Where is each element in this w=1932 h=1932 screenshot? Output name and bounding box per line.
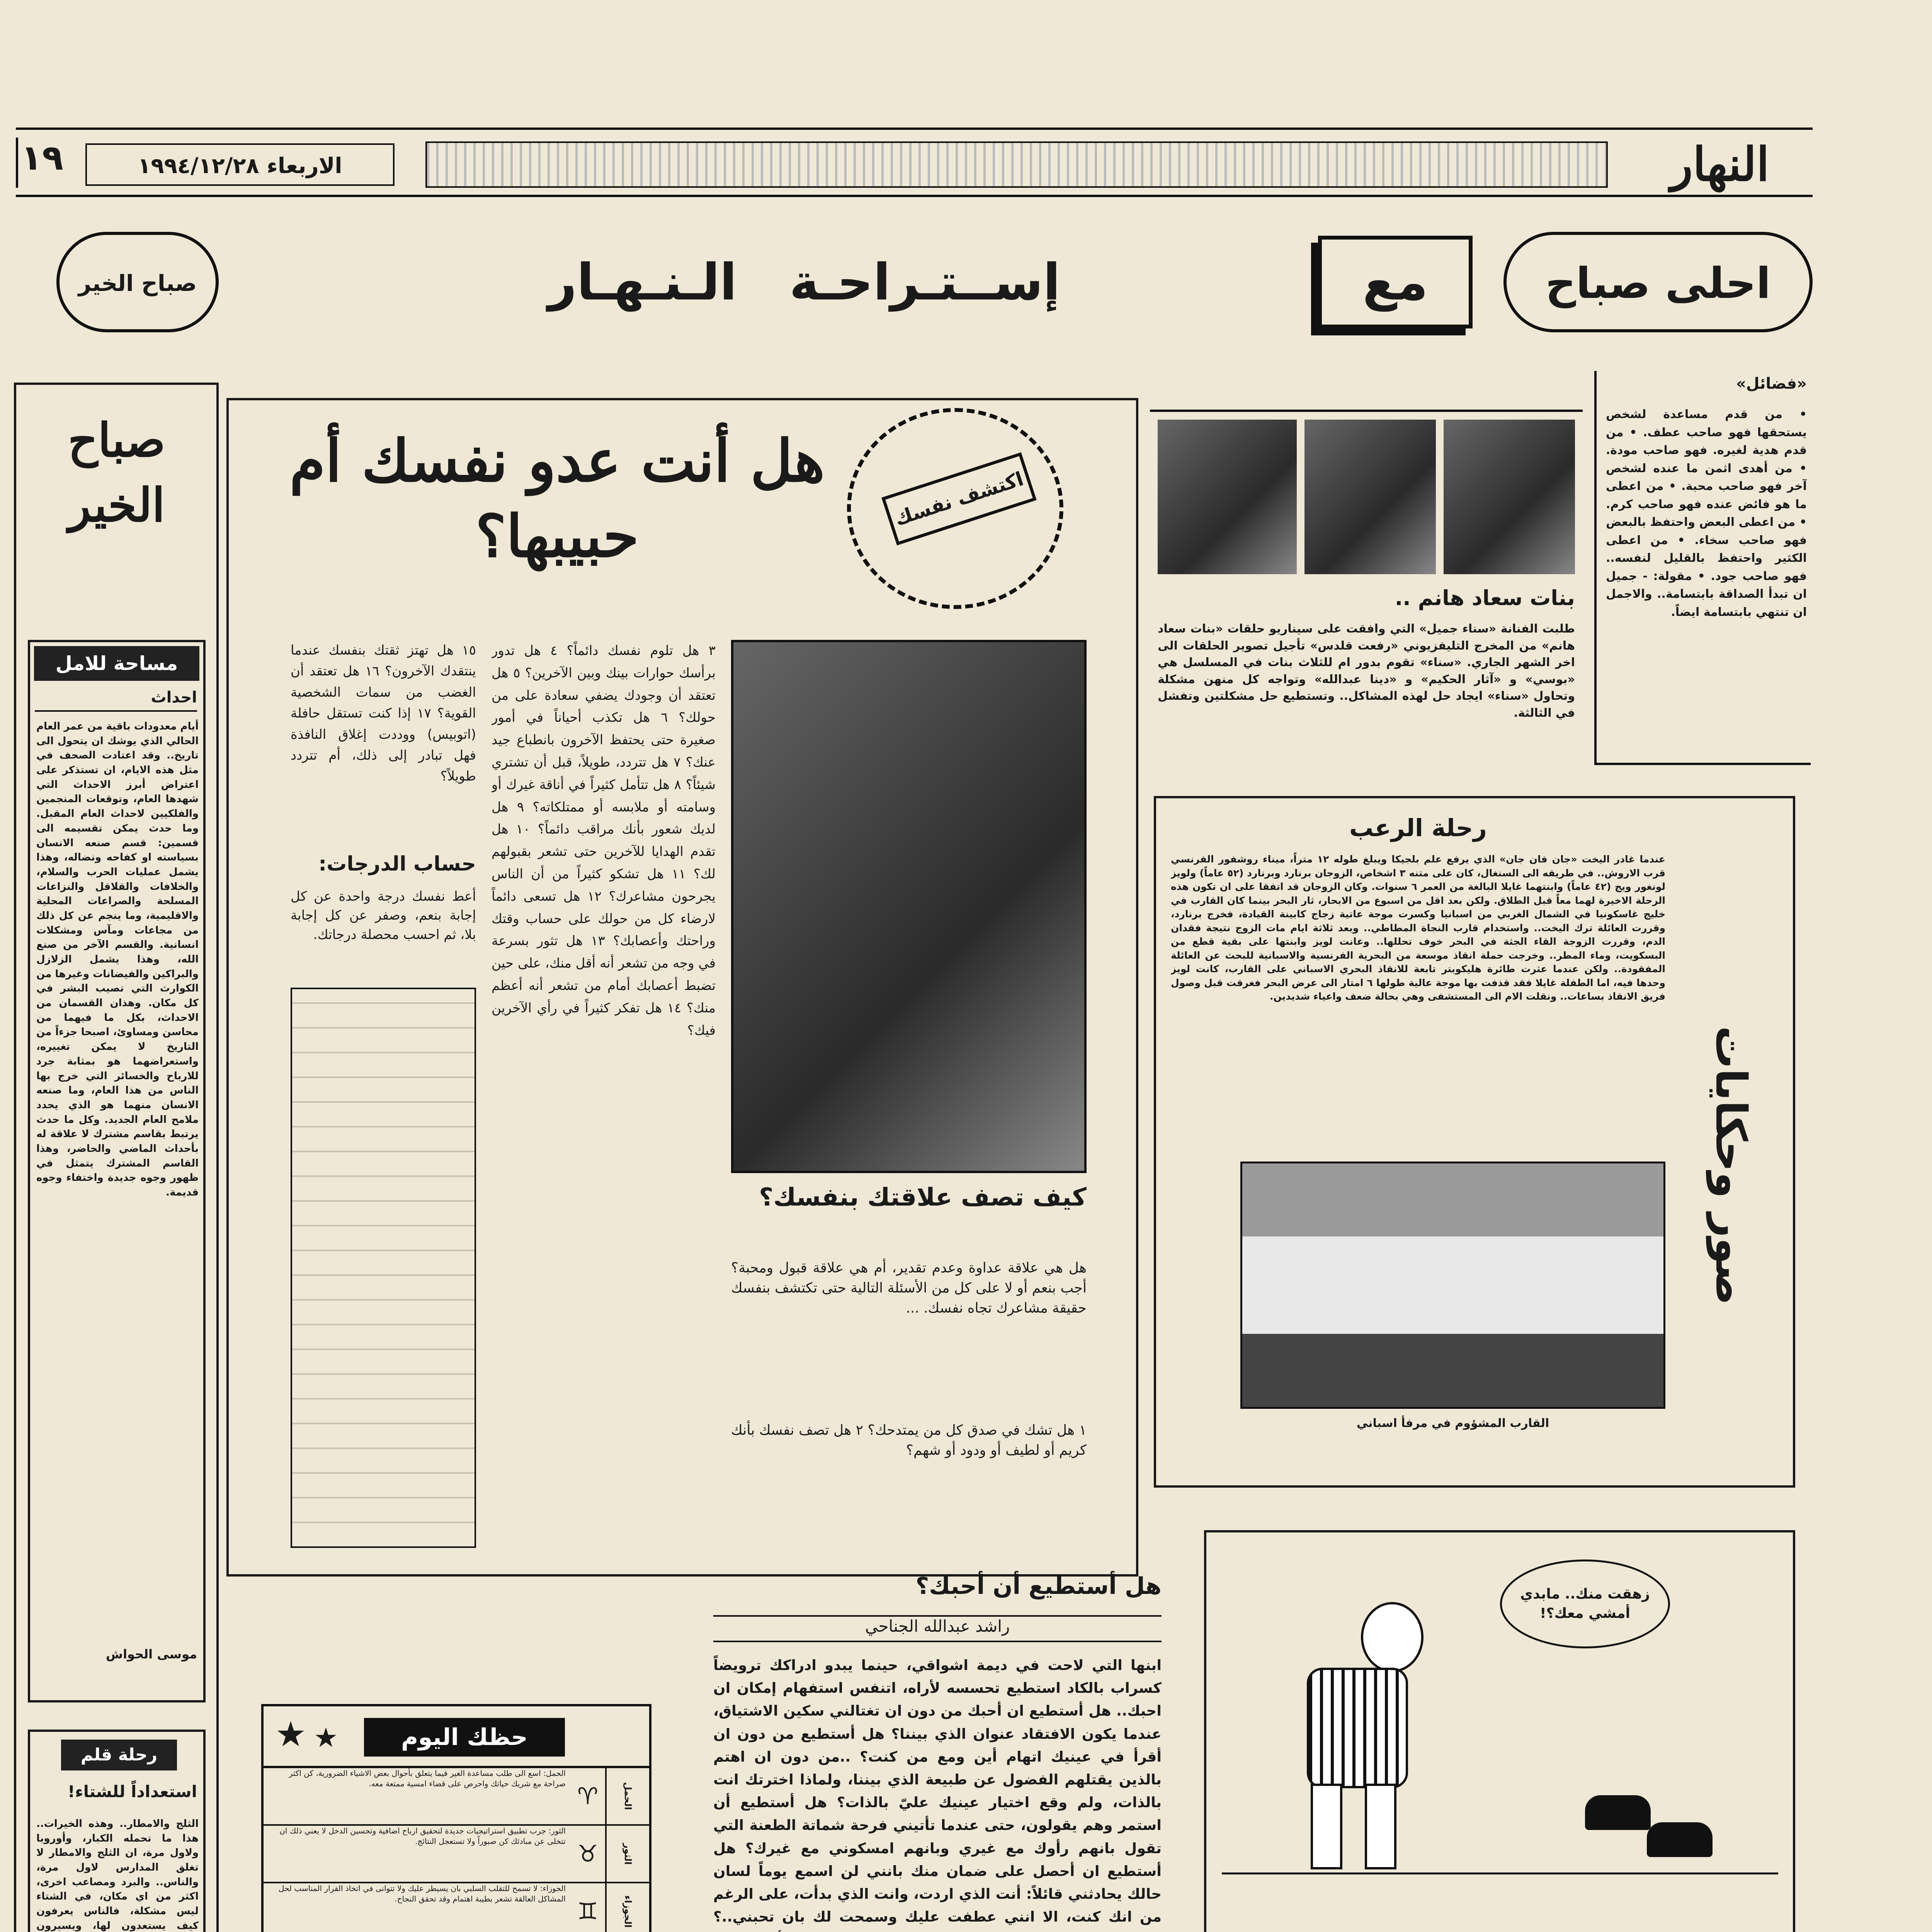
fadail-section [1594,371,1811,765]
masaha-subtitle: احداث [35,689,197,712]
quiz-score-table [291,988,476,1548]
quiz-section [226,398,1138,1577]
rehla-qalam-text: الثلج والامطار.. وهذه الخيرات.. هذا ما تحمله الكبار، وأوروبا ولاول مرة، ان الثلج والامطار لا تغلق المدارس لاول مرة، والناس.. والبرد ومصاعب اخرى، اكثر من اي مكان، في الشتاء ليس مشكلة، فالناس يعرفون كيف يستعدون لها، ويسيرون [36,1818,199,1932]
horoscope-row [264,1768,649,1826]
boat-caption: القارب المشؤوم في مرفأ اسباني [1356,1417,1549,1430]
banat-text: طلبت الفنانة «سناء جميل» التي وافقت على سيناريو حلقات «بنات سعاد هانم» من المخرج التليفزيوني «رفعت قلدس» تأجيل تصوير الحلقات الى اخر الشهر الجاري. «سناء» تقوم بدور ام للثلاث بنات في المسلسل هي «بوسي» و «آثار الحكيم» و «دينا عبدالله» وتواجه كل منهن مشكلة وتحاول «سناء» ايجاد حل لهذه المشاكل.. وتستطيع حل مشكلتين وتفشل في الثالثة. [1158,622,1575,720]
banat-photo-3 [1158,420,1297,574]
masaha-title: مساحة للامل [34,646,199,681]
banner-ma-box: مع [1318,236,1473,328]
horoscope-title: حظك اليوم [364,1718,565,1757]
quiz-questions-left: ١٥ هل تهتز ثقتك بنفسك عندما ينتقدك الآخرون؟ ١٦ هل تعتقد أن الغضب من سمات الشخصية القوية؟ ١٧ إذا كنت تستقل حافلة (اتوبيس) ووددت إغلاق النافذة فهل تبادر إلى ذلك، أم تتردد طويلاً؟ [291,643,476,784]
wahid-text: ابنها التي لاحت في ديمة اشواقي، حينما يبدو ادراكك ترويضاً كسراب بالكاد استطيع تحسسه لأراه، اتنفس استفهام إمكان ان احبك.. هل أستطيع ان أحبك من دون ان تغتالني سكين الاشتياق، عندما يكون الافتقاد عنوان الذي بيننا؟ هل أستطيع من دون ان أقرأ في عينيك اتهام أين ومع من كنت؟ ..من دون ان اهتم بالذين يقتلهم الفضول عن طبيعة الذي بيننا، ولماذا اخترتك انت بالذات، ولم وقع اختيار عينيك عليّ بالذات؟ هل أستطيع أن استمر وهم يقولون، حتى عندما تأتيني فرحة شماتة الطعنة التي تقول بانهم رأوك مع غيري وبانهم امسكوني مع غيرك؟ هل أستطيع ان أحصل على ضمان منك بانني لن اسمع يوماً لسان حالك يحادثني قائلاً: أنت الذي اردت، وانت الذي بدأت، على الرغم من انك كنت، الا انني عطفت عليك وسمحت لك بان تحبني..؟ [713,1657,1162,1925]
horoscope-header [264,1706,649,1768]
quiz-score-title: حساب الدرجات: [318,852,476,876]
banner-title: إســتـراحـة الـنـهـار [548,253,1061,311]
masaha-author: موسى الحواش [105,1647,197,1662]
zodiac-reading: الثور: جرب تطبيق استراتيجيات جديدة لتحقيق ارباح اضافية وتحسين الدخل لا يعني ذلك ان تتخلى عن مبادئك كن صبوراً ولا تستعجل النتائج. [279,1826,566,1846]
masaha-text: أيام معدودات باقية من عمر العام الحالي الذي يوشك ان يتحول الى تاريخ.. وقد اعتادت الصحف في مثل هذه الايام، ان تستذكر على اعتراض أبرز الاحداث التي شهدها العام، وتوقعات المنجمين والفلكيين لاحداث العام المقبل. وما حدث يمكن تقسيمه الى قسمين: قسم صنعه الانسان بسياسته او كفاحه ونضاله، وهذا يشمل عمليات الحرب والسلام، والخلافات والقلاقل والنزاعات المسلحة والصراعات المحلية والاقليمية، وما ينجم عن كل ذلك من مجاعات ومآس ومشكلات انسانية. والقسم الآخر من صنع الله، وهذا يشمل الزلازل والبراكين والفيضانات وغيرها من الكوارث التي تصيب البشر في كل مكان. وهذان القسمان من الاحداث، بكل ما فيهما من محاسن ومساوئ، اصبحا جزءاً من التاريخ لا يمكن تغييره، واستعراضهما هو بمثابة جرد للارباح والخسائر التي خرج بها الناس من هذا العام، وما صنعه الانسان منهما هو الذي يحدد ملامح العام الجديد. وكل ما حدث يرتبط بقاسم مشترك لا علاقة له بأحداث الماضي والحاضر، وهذا القاسم المشترك يتمثل في ظهور وجوه جديدة واختفاء وجوه قديمة. [36,721,199,1198]
sowar-hekayat-title: صور وحكايات [1706,1026,1756,1305]
quiz-title: هل أنت عدو نفسك أم حبيبها؟ [289,427,825,570]
quiz-artwork [731,640,1087,1173]
banner-sabah-oval: صباح الخير [56,232,219,332]
horoscope-row [264,1883,649,1932]
rehla-ro3b-title: رحلة الرعب [1349,814,1487,842]
banat-photo-2 [1304,420,1436,574]
wahid-article [713,1573,1162,1932]
rehla-ro3b-section [1154,796,1795,1488]
banner [56,224,1813,340]
zodiac-sign-label: الثور [605,1826,649,1882]
issue-date: الاربعاء ١٩٩٤/١٢/٢٨ [85,143,395,186]
zodiac-icon: ♈ [577,1782,598,1810]
banat-photo-1 [1444,420,1575,574]
sabah-alkhair-title: صباح الخير [68,413,166,532]
quiz-badge: اكتشف نفسك [881,452,1037,545]
zodiac-reading: الحمل: اسع الى طلب مساعدة الغير فيما يتعلق بأحوال بعض الاشياء الضرورية، كن اكثر صراحة مع شريك حياتك واحرص على قضاء امسية ممتعة معه. [289,1769,566,1788]
star-icon: ★ [314,1722,338,1753]
header-rule [425,141,1608,188]
rehla-qalam-box [28,1730,206,1932]
quiz-questions-mid: ٣ هل تلوم نفسك دائماً؟ ٤ هل تدور برأسك حوارات بينك وبين الآخرين؟ ٥ هل تعتقد أن وجودك يضفي سعادة على من حولك؟ ٦ هل تكذب أحياناً في أمور صغيرة حتى يحتفظ الآخرون بانطباع جيد عنك؟ ٧ هل تتردد، طويلاً، قبل أن تشتري شيئاً؟ ٨ هل تتأمل كثيراً في أناقة غيرك أو وسامته أو ملابسه أو ممتلكاته؟ ٩ هل لديك شعور بأنك مراقب دائماً؟ ١٠ هل تقدم الهدايا للآخرين حتى تشعر بقبولهم لك؟ ١١ هل تشكو كثيراً من أن الناس يجرحون مشاعرك؟ ١٢ هل تسعى دائماً لارضاء كل من حولك على حساب وقتك وراحتك وأعصابك؟ ١٣ هل تثور بسرعة في وجه من تشعر أنه أقل منك، على حين تضبط أعصابك أمام من تشعر أنه أعظم منك؟ ١٤ هل تفكر كثيراً في رأي الآخرين فيك؟ [492,643,716,1038]
cartoon-box [1204,1530,1795,1932]
zodiac-sign-label: الجوزاء [605,1883,649,1932]
zodiac-reading: الجوزاء: لا تسمح للتقلب السلبي بان يسيطر عليك ولا تتوانى في اتخاذ القرار المناسب لحل المشاكل العالقة تشعر بطيبة اهتمام وقد تحقق النجاح. [278,1884,566,1903]
rehla-qalam-title: رحلة قلم [61,1740,177,1770]
fadail-title: «فضائل» [1736,375,1807,393]
banat-title: بنات سعاد هانم .. [1395,586,1575,610]
star-icon: ★ [275,1714,306,1755]
rehla-ro3b-text: عندما غادر اليخت «جان فان جان» الذي يرفع علم بلجيكا ويبلغ طوله ١٢ متراً، ميناء روشفور الفرنسي قرب الاروش.. في طريقه الى السنغال، كان على متنه ٣ اشخاص، الزوجان برنارد وبرنارد (٥٢ عاماً) ولويز لونغور ويج (٤٢ عاماً) وابنتهما غايلا البالغة من العمر ٦ سنوات. وكان الزوجان قد اتفقا على ان تكون هذه الرحلة الاخيرة لهما معاً قبل الطلاق. ولكن بعد اقل من اسبوع من الابحار، ثار البحر بينما كان القارب في خليج غاسكونيا في الشمال الغربي من اسبانيا وكسرت موجة عاتية زجاج كابينة القيادة، فخرج برنارد، وقررت العائلة ترك اليخت.. واستخدام قارب النجاة المطاطي.. وبعد ثلاثة ايام مات الزوج نتيجة فقدان الدم، وقررت الزوجة القاء الجثة في البحر خوف تحللها.. وعانت لويز وابنتها على بقية قطع من البسكويت، وماء المطر.. وخرجت حملة انقاذ موسعة من البحرية الفرنسية والاسبانية للبحث عن العائلة المفقودة.. ولكن عندما عثرت طائرة هليكوبتر تابعة للانقاذ البحري الاسباني على القارب، كانت لويز وحدها فيه، اما الطفلة غايلا فقد قذفت بها موجة عالية طولها ٦ امتار الى عرض البحر فغرقت قبل وصول فريق الانقاذ بساعات.. ونقلت الام الى المستشفى وهي بحالة ضعف واعياء شديدين. [1171,854,1665,1002]
cartoon-speech-bubble: زهقت منك.. مابدي أمشي معك؟! [1500,1560,1670,1648]
cartoon-man-figure [1264,1602,1427,1865]
boat-photo [1240,1162,1665,1409]
masaha-box [28,640,206,1702]
zodiac-sign-label: الحمل [605,1768,649,1824]
horoscope-section [261,1704,651,1932]
rehla-qalam-subtitle: استعداداً للشتاء! [68,1782,197,1801]
quiz-questions-right: ١ هل تشك في صدق كل من يمتدحك؟ ٢ هل تصف نفسك بأنك كريم أو لطيف أو ودود أو شهم؟ [731,1422,1087,1459]
quiz-score-text: أعط نفسك درجة واحدة عن كل إجابة بنعم، وصفر عن كل إجابة بلا، ثم احسب محصلة درجاتك. [291,889,476,942]
wahid-author: راشد عبدالله الجناحي [713,1615,1162,1642]
banner-right-oval: احلى صباح [1503,232,1813,332]
cartoon-shoes [1585,1772,1720,1869]
fadail-text: • من قدم مساعدة لشخص يستحقها فهو صاحب عطف. • من قدم هدية لغيره. فهو صاحب مودة. • من أهدى اثمن ما عنده لشخص آخر فهو صاحب محبة. • من اعطى ما هو فائض عنده فهو صاحب كرم. • من اعطى البعض واحتفظ بالبعض فهو صاحب سخاء. • من اعطى الكثير واحتفظ بالقليل لنفسه.. فهو صاحب جود. • مقولة: - جميل ان تبدأ الصداقة بابتسامة.. والاجمل ان تنتهي بابتسامة ايضاً. [1606,408,1807,619]
quiz-intro-title: كيف تصف علاقتك بنفسك؟ [759,1183,1087,1212]
newspaper-logo: النهار [1670,137,1769,192]
cartoon-ground [1222,1872,1778,1874]
page-header [16,128,1813,197]
wahid-title: هل أستطيع أن أحبك؟ [915,1573,1162,1600]
zodiac-icon: ♉ [577,1840,598,1867]
banat-section [1150,410,1583,750]
horoscope-list [264,1768,649,1932]
quiz-intro: هل هي علاقة عداوة وعدم تقدير، أم هي علاقة قبول ومحبة؟ أجب بنعم أو لا على كل من الأسئلة التالية حتى تكتشف بنفسك حقيقة مشاعرك تجاه نفسك. ... [731,1260,1087,1316]
left-column [14,383,219,1932]
horoscope-row [264,1826,649,1883]
zodiac-icon: ♊ [577,1898,598,1925]
page-number: ١٩ [16,138,66,188]
